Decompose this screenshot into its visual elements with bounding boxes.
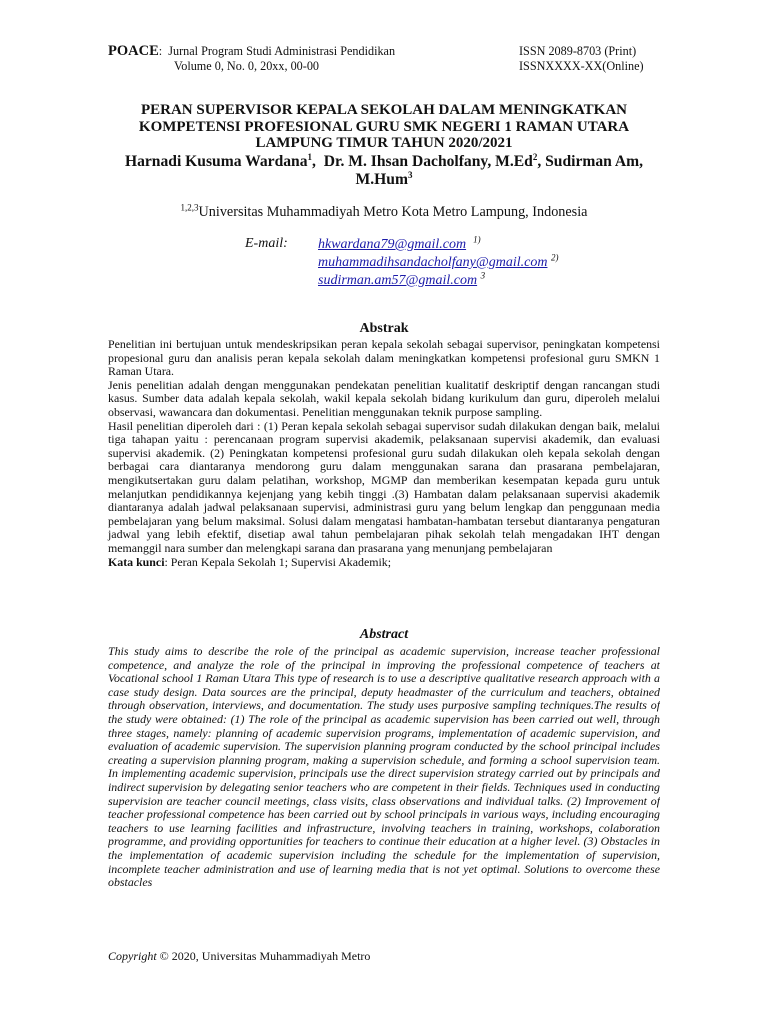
journal-brand: POACE <box>108 43 159 59</box>
issn-print: ISSN 2089-8703 (Print) <box>519 44 637 58</box>
keywords-label: Kata kunci <box>108 554 165 569</box>
email-ref: 2) <box>550 252 559 263</box>
abstrak-body <box>108 338 660 569</box>
author-mark: 1 <box>307 151 313 162</box>
affiliation-marks: 1,2,3 <box>180 202 199 213</box>
title-line: PERAN SUPERVISOR KEPALA SEKOLAH DALAM MENINGKATKAN <box>140 102 628 118</box>
journal-volume: Volume 0, No. 0, 20xx, 00-00 <box>174 59 320 73</box>
abstract-heading: Abstract <box>359 627 409 642</box>
keywords-line <box>108 556 660 570</box>
affiliation-text: Universitas Muhammadiyah Metro Kota Metro Lampung, Indonesia <box>198 204 588 220</box>
author-name: Harnadi Kusuma Wardana <box>124 153 308 170</box>
copyright-footer <box>108 949 370 964</box>
issn-online: ISSNXXXX-XX(Online) <box>519 59 644 73</box>
email-ref: 3 <box>480 270 486 281</box>
paper-title <box>108 102 660 152</box>
abstrak-paragraph: Hasil penelitian diperoleh dari : (1) Peran kepala sekolah sebagai supervisor sudah dilakukan dengan baik, melalui tiga tahapan yaitu : perencanaan program supervisi akademik, pelaksanaan supervisi akademik, dan evaluasi supervisi akademik. (2) Peningkatan kompetensi profesional guru sudah dilakukan oleh kepala sekolah dengan berbagai cara diantaranya mendorong guru dalam menggunakan sarana dan prasarana pembelajaran, mengikutsertakan guru dalam pelatihan, workshop, MGMP dan memberikan kesempatan kepada guru untuk melanjutkan pendidikannya kejenjang yang kebih tinggi .(3) Hambatan dalam pelaksanaan supervisi akademik diantaranya adalah jadwal pelaksanaan supervisi, administrasi guru yang belum lengkap dan penggunaan media pembelajaran yang belum maksimal. Solusi dalam mengatasi hambatan-hambatan tersebut diantaranya pengaturan jadwal yang lebih efektif, disetiap awal tahun pembelajaran pihak sekolah telah mengadakan IHT dengan memanggil nara sumber dan melengkapi sarana dan prasarana yang menunjang pembelajaran <box>108 418 660 555</box>
email-label: E-mail: <box>245 236 288 251</box>
email-link[interactable]: hkwardana79@gmail.com <box>318 237 467 252</box>
abstrak-heading: Abstrak <box>359 321 409 336</box>
email-link[interactable]: muhammadihsandacholfany@gmail.com <box>318 255 548 270</box>
author-name: Dr. M. Ihsan Dacholfany, M.Ed <box>323 153 533 170</box>
abstrak-paragraph: Jenis penelitian adalah dengan menggunakan pendekatan penelitian kualitatif deskriptif dengan rancangan studi kasus. Sumber data adalah kepala sekolah, wakil kepala sekolah bidang kurikulum dan guru, diperoleh melalui observasi, wawancara dan dokumentasi. Penelitian menggunakan teknik purpose sampling. <box>108 377 660 419</box>
journal-header-right <box>519 44 644 74</box>
copyright-label: Copyright <box>108 949 157 963</box>
title-line: KOMPETENSI PROFESIONAL GURU SMK NEGERI 1 RAMAN UTARA <box>138 118 630 135</box>
copyright-symbol: © <box>159 949 169 963</box>
abstract-paragraph: This study aims to describe the role of the principal as academic supervision, increase teacher professional competence, and analyze the role of the principal in improving the professional competence of teachers at Vocational school 1 Raman Utara This type of research is to use a descriptive qualitative research approach with a case study design. Data sources are the principal, deputy headmaster of the curriculum and teachers, obtained through observation, interviews, and documentation. The study uses purposive sampling techniques.The results of the study were obtained: (1) The role of the principal as academic supervision has been carried out well, through three stages, namely: planning of academic supervision programs, implementation of academic supervision, and evaluation of academic supervision. The supervision planning program conducted by the school principal includes creating a supervision planning program, making a supervision schedule, and forming a school supervision team. In implementing academic supervision, principals use the direct supervision strategy carried out by principals and indirect supervision by delegating senior teachers who are competent in their fields. Techniques used in conducting supervision are teacher council meetings, class visits, class observations and individual talks. (2) Improvement of teacher professional competence has been carried out by school principals in various ways, including encouraging teachers to use learning facilities and infrastructure, involving teachers in training, workshops, colaboration programme, and providing opportunities for teachers to continue their education at a higher level. (3) Obstacles in the implementation of academic supervision including the schedule for the implementation of supervision, incomplete teacher administration and use of learning media that is not yet optimal. Solutions to overcome these obstacles <box>108 645 660 890</box>
journal-name: Jurnal Program Studi Administrasi Pendidikan <box>168 44 396 58</box>
author-list: Harnadi Kusuma Wardana$^1$, Dr. M. Ihsan Dacholfany, M.Ed$^2$, Sudirman Am, M.Hum$^3$ <box>124 151 644 188</box>
copyright-text: 2020, Universitas Muhammadiyah Metro <box>171 949 371 963</box>
email-list <box>318 236 558 290</box>
email-link[interactable]: sudirman.am57@gmail.com <box>318 273 478 288</box>
author-mark: 2 <box>532 151 538 162</box>
author-name: Sudirman Am, M.Hum <box>355 153 644 188</box>
author-mark: 3 <box>407 169 413 180</box>
email-ref: 1) <box>473 234 481 245</box>
keywords-text: : Peran Kepala Sekolah 1; Supervisi Akademik; <box>164 554 392 569</box>
journal-header-left: POACE: Jurnal Program Studi Administrasi Pendidikan Volume 0, No. 0, 20xx, 00-00 <box>108 43 396 73</box>
abstract-body <box>108 645 660 917</box>
title-line: LAMPUNG TIMUR TAHUN 2020/2021 <box>255 135 513 152</box>
abstrak-paragraph: Penelitian ini bertujuan untuk mendeskripsikan peran kepala sekolah sebagai supervisor, peningkatan kompetensi propesional guru dan analisis peran kepala sekolah dalam meningkatkan kompetensi profesional guru SMKN 1 Raman Utara. <box>108 337 660 379</box>
affiliation <box>108 203 660 221</box>
